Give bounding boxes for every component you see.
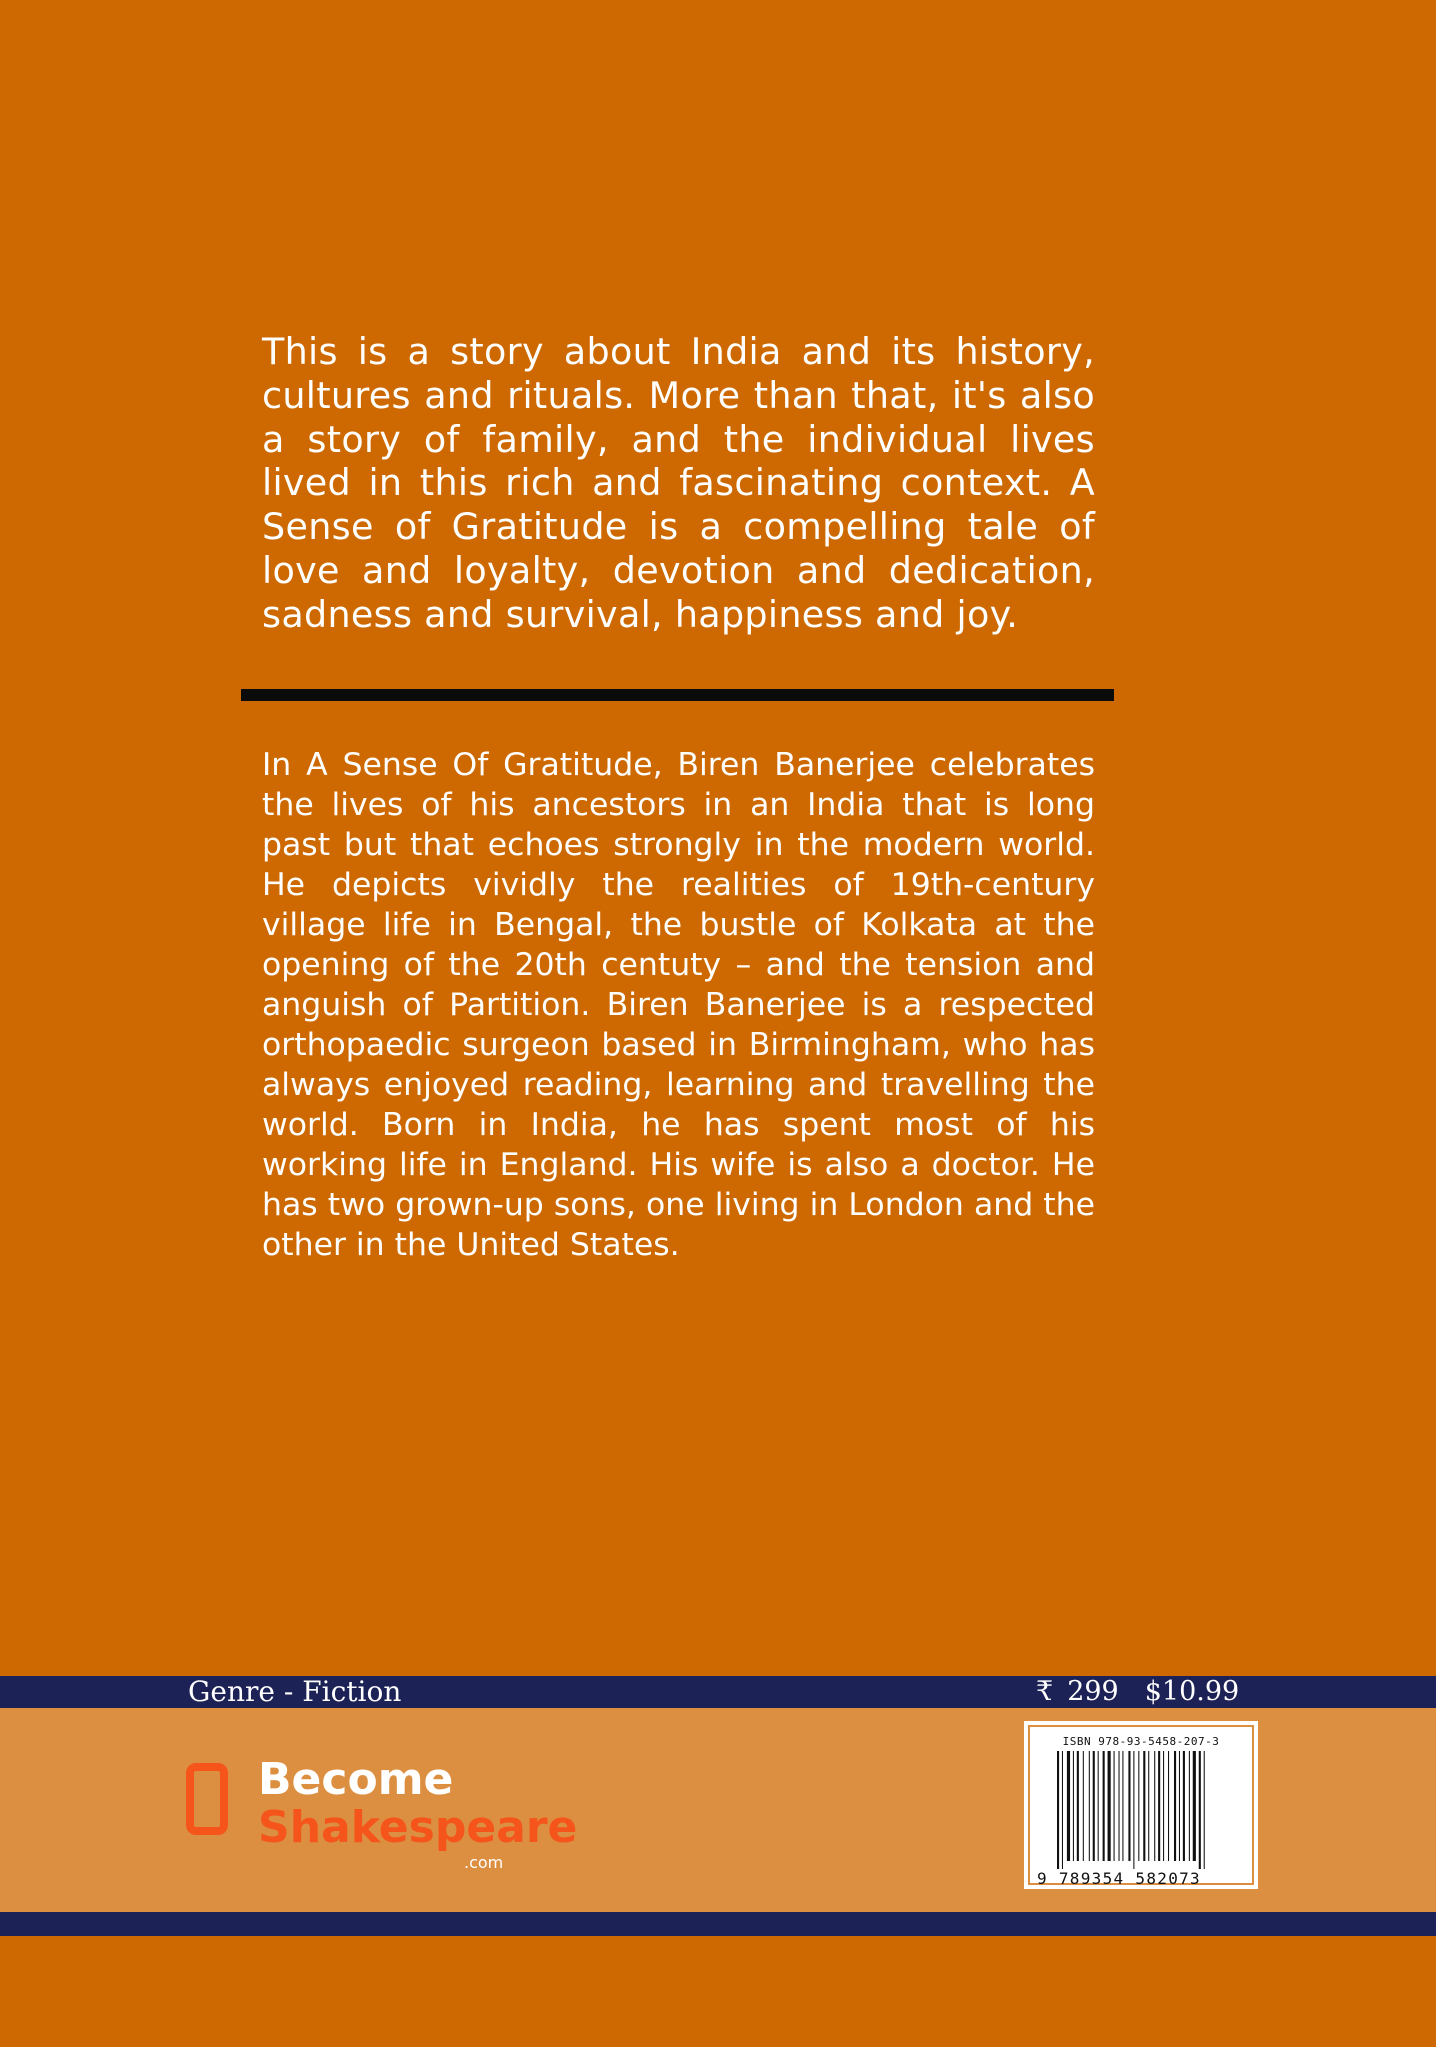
price-usd: $10.99 [1144,1676,1240,1707]
barcode-bar [1103,1751,1105,1861]
isbn-barcode [1024,1721,1258,1889]
barcode-bar [1143,1751,1145,1861]
barcode-bar [1168,1751,1169,1861]
barcode-bar [1108,1751,1111,1861]
price-inr: 299 [1067,1676,1119,1707]
barcode-digits: 9 789354 582073 [1037,1869,1201,1888]
price-block [1036,1674,1239,1710]
isbn-label: ISBN 978-93-5458-207-3 [1062,1735,1220,1748]
publisher-logo [186,1754,606,1878]
barcode-bar [1193,1751,1196,1861]
barcode-bar [1158,1751,1160,1861]
barcode-bar [1154,1751,1155,1861]
barcode-bar [1179,1751,1180,1861]
barcode-bar [1057,1751,1059,1869]
barcode-bar [1174,1751,1176,1861]
barcode-bar [1073,1751,1074,1861]
rupee-icon: ₹ [1036,1676,1054,1707]
logo-mark-icon [186,1763,228,1835]
barcode-bar [1093,1751,1095,1861]
barcode-bar [1133,1751,1134,1869]
barcode-bar [1204,1751,1205,1869]
barcode-bar [1163,1751,1164,1861]
barcode-bar [1122,1751,1123,1861]
barcode-bar [1067,1751,1070,1861]
genre-label: Genre - Fiction [188,1675,402,1708]
barcode-bar [1083,1751,1084,1861]
barcode-bar [1089,1751,1090,1861]
barcode-bar [1077,1751,1079,1861]
logo-text-become: Become [258,1754,454,1805]
footer-band-bottom [0,1912,1436,1936]
barcode-bar [1128,1751,1130,1861]
barcode-bar [1138,1751,1139,1861]
barcode-bar [1119,1751,1120,1861]
barcode-bar [1199,1751,1201,1869]
barcode-bar [1183,1751,1185,1861]
barcode-bars-icon [1057,1751,1237,1869]
author-bio-text: In A Sense Of Gratitude, Biren Banerjee celebrates the lives of his ancestors in an India that is long past but that echoes strongly in the modern world. He depicts vividly the realities of 19th-century village life in Bengal, the bustle of Kolkata at the opening of the 20th centuty – and the tension and anguish of Partition. Biren Banerjee is a respected orthopaedic surgeon based in Birmingham, who has always enjoyed reading, learning and travelling the world. Born in India, he has spent most of his working life in England. His wife is also a doctor. He has two grown-up sons, one living in London and the other in the United States. [262,747,1095,1263]
barcode-bar [1189,1751,1190,1861]
logo-text-dotcom: .com [464,1853,504,1872]
logo-text-shakespeare: Shakespeare [258,1802,578,1853]
blurb-text: This is a story about India and its history, cultures and rituals. More than that, it's also a story of family, and the individual lives lived in this rich and fascinating context. A Sense of Gratitude is a compelling tale of love and loyalty, devotion and dedication, sadness and survival, happiness and joy. [262,330,1095,636]
barcode-bar [1114,1751,1115,1861]
barcode-bar [1062,1751,1063,1869]
section-divider [241,689,1114,701]
barcode-bar [1148,1751,1149,1861]
barcode-bar [1098,1751,1099,1861]
